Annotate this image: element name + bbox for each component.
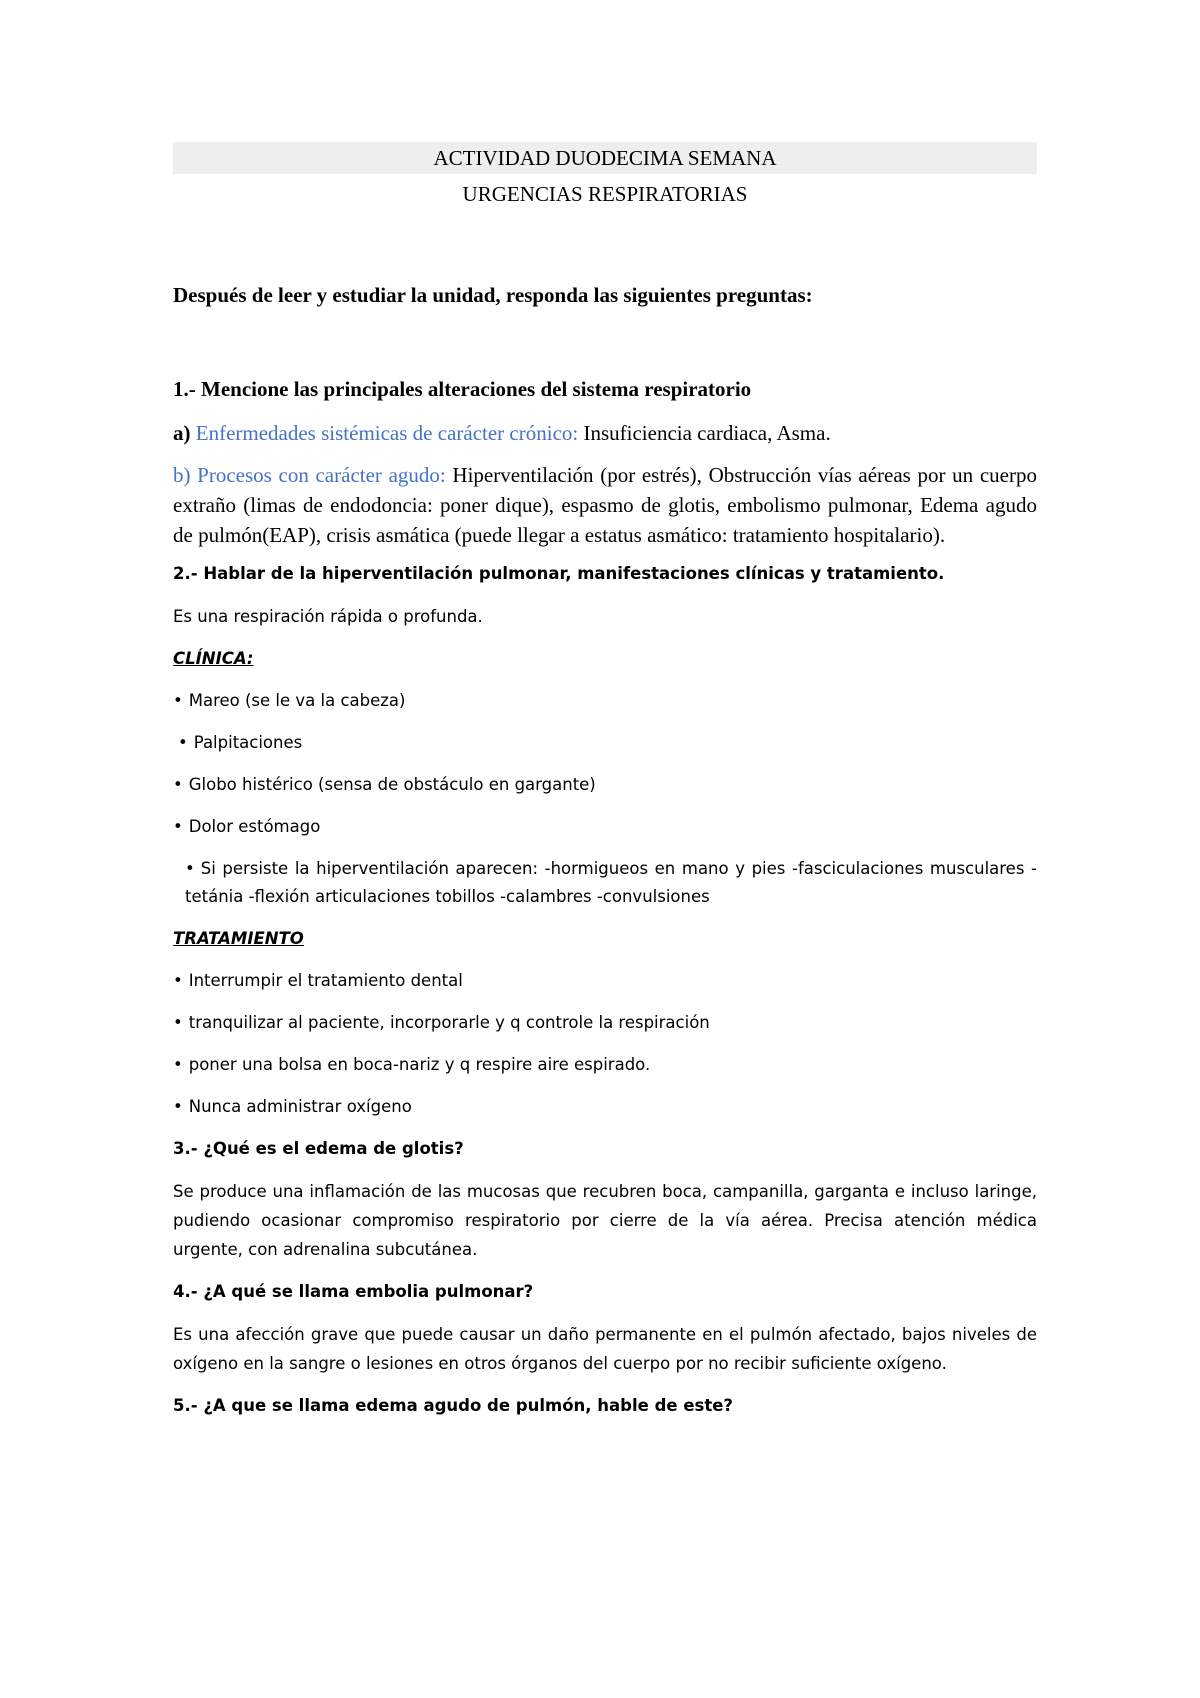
bullet-icon: • <box>173 691 183 710</box>
tratamiento-item-text: Nunca administrar oxígeno <box>188 1097 412 1116</box>
answer-1a <box>173 418 1037 448</box>
clinica-item <box>173 771 1037 799</box>
answer-2: Es una respiración rápida o profunda. <box>173 607 483 626</box>
clinica-item-text: Globo histérico (sensa de obstáculo en gargante) <box>188 775 596 794</box>
bullet-icon: • <box>173 775 183 794</box>
answer-1b-text: Hiperventilación (por estrés), Obstrucción vías aéreas por un cuerpo extraño (limas de endodoncia: poner dique), espasmo de glotis, embolismo pulmonar, Edema agudo de pulmón(EAP), crisis asmática (puede llegar a estatus asmático: tratamiento hospitalario). <box>173 463 1037 547</box>
bullet-icon: • <box>173 1013 183 1032</box>
document-body <box>173 142 1037 1420</box>
question-2: 2.- Hablar de la hiperventilación pulmonar, manifestaciones clínicas y tratamiento. <box>173 564 945 583</box>
instruction-text: Después de leer y estudiar la unidad, responda las siguientes preguntas: <box>173 283 813 307</box>
clinica-item <box>173 687 1037 715</box>
clinica-item <box>173 813 1037 841</box>
bullet-icon: • <box>178 733 188 752</box>
bullet-icon: • <box>185 859 195 878</box>
tratamiento-heading: TRATAMIENTO <box>173 929 304 948</box>
question-5: 5.- ¿A que se llama edema agudo de pulmón, hable de este? <box>173 1396 733 1415</box>
answer-1b-title: b) Procesos con carácter agudo: <box>173 463 446 487</box>
tratamiento-item <box>173 1009 1037 1037</box>
answer-1a-title: Enfermedades sistémicas de carácter crónico: <box>195 421 579 445</box>
tratamiento-item-text: tranquilizar al paciente, incorporarle y q controle la respiración <box>188 1013 710 1032</box>
question-3: 3.- ¿Qué es el edema de glotis? <box>173 1139 464 1158</box>
bullet-icon: • <box>173 1097 183 1116</box>
bullet-icon: • <box>173 817 183 836</box>
bullet-icon: • <box>173 1055 183 1074</box>
answer-1a-label: a) <box>173 421 191 445</box>
tratamiento-item-text: poner una bolsa en boca-nariz y q respire aire espirado. <box>188 1055 651 1074</box>
tratamiento-item-text: Interrumpir el tratamiento dental <box>188 971 463 990</box>
clinica-item <box>173 855 1037 911</box>
document-title: ACTIVIDAD DUODECIMA SEMANA <box>173 142 1037 174</box>
clinica-item-text: Si persiste la hiperventilación aparecen: -hormigueos en mano y pies -fasciculaciones musculares -tetánia -flexión articulaciones tobillos -calambres -convulsiones <box>185 859 1037 906</box>
clinica-item-text: Dolor estómago <box>188 817 321 836</box>
answer-3: Se produce una inflamación de las mucosas que recubren boca, campanilla, garganta e incluso laringe, pudiendo ocasionar compromiso respiratorio por cierre de la vía aérea. Precisa atención médica urgente, con adrenalina subcutánea. <box>173 1182 1037 1259</box>
answer-1b <box>173 460 1037 550</box>
document-subtitle: URGENCIAS RESPIRATORIAS <box>462 182 748 206</box>
tratamiento-item <box>173 1051 1037 1079</box>
tratamiento-item <box>173 967 1037 995</box>
clinica-item <box>173 729 1037 757</box>
answer-1a-text: Insuficiencia cardiaca, Asma. <box>583 421 831 445</box>
clinica-item-text: Mareo (se le va la cabeza) <box>188 691 406 710</box>
answer-4: Es una afección grave que puede causar un daño permanente en el pulmón afectado, bajos niveles de oxígeno en la sangre o lesiones en otros órganos del cuerpo por no recibir suficiente oxígeno. <box>173 1325 1037 1373</box>
clinica-heading: CLÍNICA: <box>173 649 254 668</box>
bullet-icon: • <box>173 971 183 990</box>
question-4: 4.- ¿A qué se llama embolia pulmonar? <box>173 1282 534 1301</box>
clinica-item-text: Palpitaciones <box>193 733 303 752</box>
question-1: 1.- Mencione las principales alteraciones del sistema respiratorio <box>173 377 752 401</box>
tratamiento-item <box>173 1093 1037 1121</box>
